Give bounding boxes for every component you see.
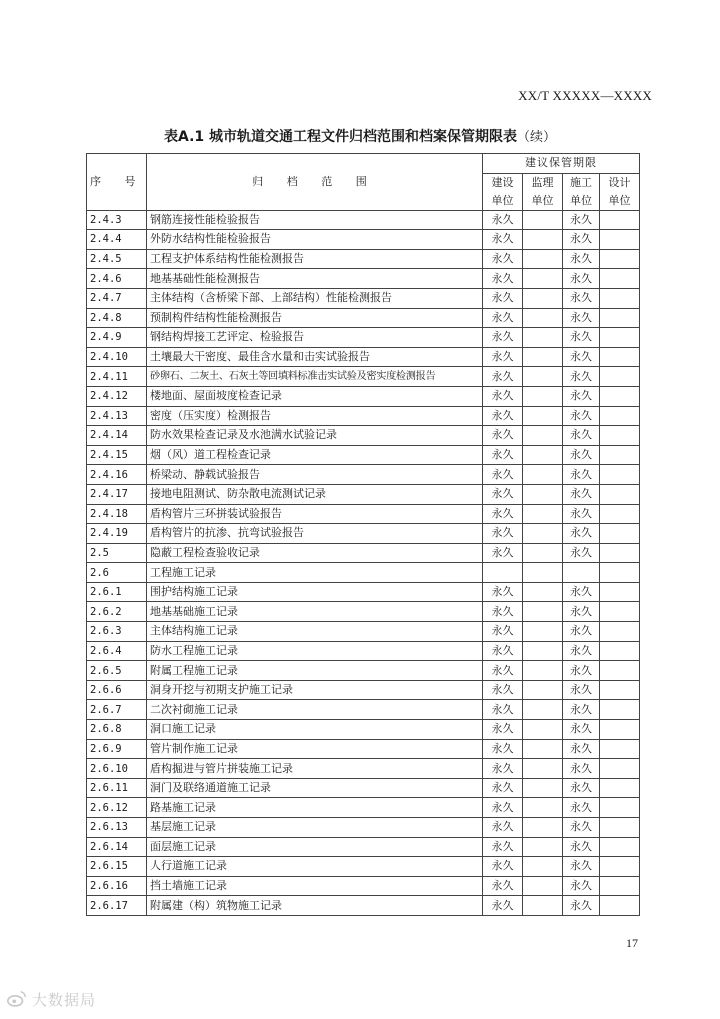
row-seq: 2.4.5 <box>87 249 147 269</box>
table-row <box>87 818 640 838</box>
row-scope: 盾构管片三环拼装试验报告 <box>147 504 483 524</box>
table-row <box>87 876 640 896</box>
row-supervision-unit-period <box>523 739 563 759</box>
row-supervision-unit-period <box>523 484 563 504</box>
row-scope: 土壤最大干密度、最佳含水量和击实试验报告 <box>147 347 483 367</box>
row-design-unit-period <box>600 896 640 916</box>
row-contractor-unit-period: 永久 <box>563 288 600 308</box>
row-design-unit-period <box>600 739 640 759</box>
row-seq: 2.6.4 <box>87 641 147 661</box>
row-supervision-unit-period <box>523 563 563 583</box>
row-scope: 外防水结构性能检验报告 <box>147 230 483 250</box>
row-design-unit-period <box>600 288 640 308</box>
row-scope: 楼地面、屋面坡度检查记录 <box>147 386 483 406</box>
row-design-unit-period <box>600 798 640 818</box>
row-contractor-unit-period: 永久 <box>563 876 600 896</box>
row-seq: 2.5 <box>87 543 147 563</box>
row-construction-unit-period: 永久 <box>483 543 523 563</box>
table-row <box>87 582 640 602</box>
table-row <box>87 426 640 446</box>
row-construction-unit-period: 永久 <box>483 445 523 465</box>
table-row <box>87 406 640 426</box>
row-seq: 2.4.11 <box>87 367 147 387</box>
table-row <box>87 386 640 406</box>
table-row <box>87 210 640 230</box>
row-construction-unit-period: 永久 <box>483 876 523 896</box>
table-row <box>87 641 640 661</box>
table-row <box>87 543 640 563</box>
row-seq: 2.4.7 <box>87 288 147 308</box>
row-design-unit-period <box>600 230 640 250</box>
row-design-unit-period <box>600 484 640 504</box>
row-design-unit-period <box>600 249 640 269</box>
table-row <box>87 896 640 916</box>
row-construction-unit-period: 永久 <box>483 465 523 485</box>
row-design-unit-period <box>600 210 640 230</box>
row-seq: 2.4.3 <box>87 210 147 230</box>
row-supervision-unit-period <box>523 661 563 681</box>
row-seq: 2.4.4 <box>87 230 147 250</box>
row-scope: 管片制作施工记录 <box>147 739 483 759</box>
row-construction-unit-period: 永久 <box>483 798 523 818</box>
row-supervision-unit-period <box>523 367 563 387</box>
table-row <box>87 308 640 328</box>
row-seq: 2.6.11 <box>87 778 147 798</box>
header-design-unit: 设计 单位 <box>600 173 640 210</box>
row-supervision-unit-period <box>523 230 563 250</box>
row-scope: 洞口施工记录 <box>147 720 483 740</box>
row-contractor-unit-period: 永久 <box>563 386 600 406</box>
table-row <box>87 622 640 642</box>
row-contractor-unit-period: 永久 <box>563 210 600 230</box>
row-scope: 烟（风）道工程检查记录 <box>147 445 483 465</box>
row-contractor-unit-period <box>563 563 600 583</box>
table-title-suffix: （续） <box>517 130 557 145</box>
row-scope: 洞身开挖与初期支护施工记录 <box>147 680 483 700</box>
row-contractor-unit-period: 永久 <box>563 896 600 916</box>
row-scope: 工程支护体系结构性能检测报告 <box>147 249 483 269</box>
row-supervision-unit-period <box>523 602 563 622</box>
row-contractor-unit-period: 永久 <box>563 543 600 563</box>
row-supervision-unit-period <box>523 798 563 818</box>
row-seq: 2.4.12 <box>87 386 147 406</box>
row-seq: 2.6.5 <box>87 661 147 681</box>
row-scope: 主体结构施工记录 <box>147 622 483 642</box>
weibo-logo-icon <box>6 988 28 1010</box>
row-construction-unit-period: 永久 <box>483 759 523 779</box>
row-seq: 2.4.16 <box>87 465 147 485</box>
row-design-unit-period <box>600 504 640 524</box>
row-seq: 2.4.15 <box>87 445 147 465</box>
row-scope: 洞门及联络通道施工记录 <box>147 778 483 798</box>
row-contractor-unit-period: 永久 <box>563 720 600 740</box>
row-contractor-unit-period: 永久 <box>563 641 600 661</box>
row-supervision-unit-period <box>523 759 563 779</box>
table-row <box>87 837 640 857</box>
row-design-unit-period <box>600 641 640 661</box>
row-contractor-unit-period: 永久 <box>563 524 600 544</box>
row-scope: 挡土墙施工记录 <box>147 876 483 896</box>
row-design-unit-period <box>600 386 640 406</box>
row-supervision-unit-period <box>523 347 563 367</box>
row-design-unit-period <box>600 837 640 857</box>
row-contractor-unit-period: 永久 <box>563 367 600 387</box>
row-scope: 面层施工记录 <box>147 837 483 857</box>
table-body <box>87 210 640 915</box>
header-contractor-unit: 施工 单位 <box>563 173 600 210</box>
row-design-unit-period <box>600 818 640 838</box>
row-construction-unit-period: 永久 <box>483 622 523 642</box>
table-row <box>87 700 640 720</box>
row-supervision-unit-period <box>523 778 563 798</box>
row-design-unit-period <box>600 465 640 485</box>
row-supervision-unit-period <box>523 818 563 838</box>
row-design-unit-period <box>600 308 640 328</box>
row-scope: 路基施工记录 <box>147 798 483 818</box>
row-scope: 附属建（构）筑物施工记录 <box>147 896 483 916</box>
row-scope: 主体结构（含桥梁下部、上部结构）性能检测报告 <box>147 288 483 308</box>
header-retention-period: 建议保管期限 <box>483 154 640 174</box>
row-construction-unit-period: 永久 <box>483 367 523 387</box>
row-supervision-unit-period <box>523 210 563 230</box>
row-supervision-unit-period <box>523 445 563 465</box>
row-construction-unit-period: 永久 <box>483 641 523 661</box>
row-scope: 砂卵石、二灰土、石灰土等回填料标准击实试验及密实度检测报告 <box>147 367 483 387</box>
row-design-unit-period <box>600 347 640 367</box>
row-construction-unit-period: 永久 <box>483 230 523 250</box>
row-design-unit-period <box>600 328 640 348</box>
row-construction-unit-period: 永久 <box>483 700 523 720</box>
row-design-unit-period <box>600 700 640 720</box>
row-construction-unit-period: 永久 <box>483 720 523 740</box>
row-construction-unit-period: 永久 <box>483 778 523 798</box>
row-scope: 隐蔽工程检查验收记录 <box>147 543 483 563</box>
row-design-unit-period <box>600 445 640 465</box>
row-seq: 2.6.3 <box>87 622 147 642</box>
row-contractor-unit-period: 永久 <box>563 680 600 700</box>
row-seq: 2.6.1 <box>87 582 147 602</box>
row-contractor-unit-period: 永久 <box>563 445 600 465</box>
row-supervision-unit-period <box>523 406 563 426</box>
row-seq: 2.6.2 <box>87 602 147 622</box>
row-construction-unit-period: 永久 <box>483 582 523 602</box>
row-contractor-unit-period: 永久 <box>563 798 600 818</box>
row-contractor-unit-period: 永久 <box>563 622 600 642</box>
table-row <box>87 465 640 485</box>
row-seq: 2.4.18 <box>87 504 147 524</box>
row-construction-unit-period: 永久 <box>483 484 523 504</box>
row-contractor-unit-period: 永久 <box>563 426 600 446</box>
row-contractor-unit-period: 永久 <box>563 602 600 622</box>
row-scope: 二次衬砌施工记录 <box>147 700 483 720</box>
row-seq: 2.4.10 <box>87 347 147 367</box>
row-seq: 2.6.6 <box>87 680 147 700</box>
row-scope: 防水效果检查记录及水池满水试验记录 <box>147 426 483 446</box>
row-construction-unit-period: 永久 <box>483 504 523 524</box>
row-scope: 盾构掘进与管片拼装施工记录 <box>147 759 483 779</box>
row-contractor-unit-period: 永久 <box>563 406 600 426</box>
row-supervision-unit-period <box>523 700 563 720</box>
row-contractor-unit-period: 永久 <box>563 759 600 779</box>
row-scope: 基层施工记录 <box>147 818 483 838</box>
row-contractor-unit-period: 永久 <box>563 661 600 681</box>
row-scope: 工程施工记录 <box>147 563 483 583</box>
table-row <box>87 367 640 387</box>
row-contractor-unit-period: 永久 <box>563 739 600 759</box>
row-contractor-unit-period: 永久 <box>563 347 600 367</box>
row-seq: 2.6.14 <box>87 837 147 857</box>
table-row <box>87 739 640 759</box>
row-supervision-unit-period <box>523 720 563 740</box>
row-construction-unit-period: 永久 <box>483 426 523 446</box>
row-contractor-unit-period: 永久 <box>563 269 600 289</box>
row-contractor-unit-period: 永久 <box>563 465 600 485</box>
row-scope: 人行道施工记录 <box>147 857 483 877</box>
row-construction-unit-period: 永久 <box>483 347 523 367</box>
row-construction-unit-period: 永久 <box>483 857 523 877</box>
watermark <box>6 988 96 1010</box>
watermark-text: 大数据局 <box>32 990 97 1009</box>
row-construction-unit-period: 永久 <box>483 739 523 759</box>
table-row <box>87 680 640 700</box>
row-supervision-unit-period <box>523 288 563 308</box>
row-contractor-unit-period: 永久 <box>563 230 600 250</box>
row-construction-unit-period: 永久 <box>483 837 523 857</box>
row-contractor-unit-period: 永久 <box>563 700 600 720</box>
row-contractor-unit-period: 永久 <box>563 818 600 838</box>
table-row <box>87 563 640 583</box>
table-row <box>87 504 640 524</box>
row-design-unit-period <box>600 602 640 622</box>
row-supervision-unit-period <box>523 857 563 877</box>
header-construction-unit: 建设 单位 <box>483 173 523 210</box>
row-supervision-unit-period <box>523 269 563 289</box>
row-seq: 2.6.15 <box>87 857 147 877</box>
row-design-unit-period <box>600 406 640 426</box>
header-seq: 序 号 <box>87 154 147 211</box>
row-design-unit-period <box>600 582 640 602</box>
row-supervision-unit-period <box>523 837 563 857</box>
row-design-unit-period <box>600 876 640 896</box>
row-contractor-unit-period: 永久 <box>563 484 600 504</box>
row-construction-unit-period: 永久 <box>483 896 523 916</box>
row-seq: 2.4.13 <box>87 406 147 426</box>
row-contractor-unit-period: 永久 <box>563 857 600 877</box>
table-title <box>0 126 720 146</box>
page-number: 17 <box>626 936 638 950</box>
table-row <box>87 484 640 504</box>
row-design-unit-period <box>600 661 640 681</box>
row-supervision-unit-period <box>523 524 563 544</box>
table-row <box>87 249 640 269</box>
row-supervision-unit-period <box>523 328 563 348</box>
row-construction-unit-period: 永久 <box>483 269 523 289</box>
table-row <box>87 661 640 681</box>
row-scope: 地基基础性能检测报告 <box>147 269 483 289</box>
row-construction-unit-period: 永久 <box>483 818 523 838</box>
row-supervision-unit-period <box>523 622 563 642</box>
row-design-unit-period <box>600 759 640 779</box>
table-row <box>87 720 640 740</box>
table-row <box>87 347 640 367</box>
row-seq: 2.6 <box>87 563 147 583</box>
table-row <box>87 230 640 250</box>
row-contractor-unit-period: 永久 <box>563 504 600 524</box>
row-scope: 预制构件结构性能检测报告 <box>147 308 483 328</box>
table-title-main: 表A.1 城市轨道交通工程文件归档范围和档案保管期限表 <box>163 129 517 145</box>
header-scope: 归 档 范 围 <box>147 154 483 211</box>
row-supervision-unit-period <box>523 249 563 269</box>
row-design-unit-period <box>600 524 640 544</box>
row-construction-unit-period: 永久 <box>483 680 523 700</box>
row-scope: 盾构管片的抗渗、抗弯试验报告 <box>147 524 483 544</box>
row-design-unit-period <box>600 543 640 563</box>
row-scope: 桥梁动、静载试验报告 <box>147 465 483 485</box>
row-design-unit-period <box>600 367 640 387</box>
row-supervision-unit-period <box>523 543 563 563</box>
row-contractor-unit-period: 永久 <box>563 328 600 348</box>
row-seq: 2.4.8 <box>87 308 147 328</box>
row-construction-unit-period: 永久 <box>483 524 523 544</box>
row-design-unit-period <box>600 857 640 877</box>
row-supervision-unit-period <box>523 876 563 896</box>
row-construction-unit-period: 永久 <box>483 249 523 269</box>
row-contractor-unit-period: 永久 <box>563 778 600 798</box>
row-design-unit-period <box>600 720 640 740</box>
row-seq: 2.4.14 <box>87 426 147 446</box>
row-scope: 围护结构施工记录 <box>147 582 483 602</box>
row-design-unit-period <box>600 426 640 446</box>
row-construction-unit-period: 永久 <box>483 210 523 230</box>
row-construction-unit-period <box>483 563 523 583</box>
row-contractor-unit-period: 永久 <box>563 249 600 269</box>
row-supervision-unit-period <box>523 680 563 700</box>
row-scope: 附属工程施工记录 <box>147 661 483 681</box>
table-row <box>87 798 640 818</box>
row-supervision-unit-period <box>523 896 563 916</box>
row-design-unit-period <box>600 680 640 700</box>
row-seq: 2.6.8 <box>87 720 147 740</box>
table-row <box>87 778 640 798</box>
row-design-unit-period <box>600 622 640 642</box>
row-scope: 密度（压实度）检测报告 <box>147 406 483 426</box>
row-construction-unit-period: 永久 <box>483 308 523 328</box>
row-scope: 地基基础施工记录 <box>147 602 483 622</box>
row-construction-unit-period: 永久 <box>483 406 523 426</box>
table-row <box>87 328 640 348</box>
row-contractor-unit-period: 永久 <box>563 582 600 602</box>
row-seq: 2.6.10 <box>87 759 147 779</box>
table-row <box>87 602 640 622</box>
row-seq: 2.4.17 <box>87 484 147 504</box>
row-seq: 2.6.12 <box>87 798 147 818</box>
row-scope: 接地电阻测试、防杂散电流测试记录 <box>147 484 483 504</box>
row-seq: 2.4.19 <box>87 524 147 544</box>
row-supervision-unit-period <box>523 641 563 661</box>
row-supervision-unit-period <box>523 426 563 446</box>
row-seq: 2.4.6 <box>87 269 147 289</box>
row-construction-unit-period: 永久 <box>483 328 523 348</box>
table-row <box>87 857 640 877</box>
row-supervision-unit-period <box>523 386 563 406</box>
row-seq: 2.4.9 <box>87 328 147 348</box>
row-seq: 2.6.16 <box>87 876 147 896</box>
header-supervision-unit: 监理 单位 <box>523 173 563 210</box>
row-scope: 钢筋连接性能检验报告 <box>147 210 483 230</box>
row-contractor-unit-period: 永久 <box>563 837 600 857</box>
row-design-unit-period <box>600 778 640 798</box>
row-seq: 2.6.13 <box>87 818 147 838</box>
row-seq: 2.6.17 <box>87 896 147 916</box>
standard-code: XX/T XXXXX—XXXX <box>518 88 652 103</box>
table-row <box>87 288 640 308</box>
row-supervision-unit-period <box>523 582 563 602</box>
table-row <box>87 269 640 289</box>
row-supervision-unit-period <box>523 308 563 328</box>
row-seq: 2.6.7 <box>87 700 147 720</box>
row-construction-unit-period: 永久 <box>483 386 523 406</box>
row-supervision-unit-period <box>523 465 563 485</box>
row-construction-unit-period: 永久 <box>483 288 523 308</box>
row-seq: 2.6.9 <box>87 739 147 759</box>
row-scope: 钢结构焊接工艺评定、检验报告 <box>147 328 483 348</box>
row-construction-unit-period: 永久 <box>483 661 523 681</box>
table-row <box>87 524 640 544</box>
row-scope: 防水工程施工记录 <box>147 641 483 661</box>
archive-retention-table <box>86 153 640 916</box>
row-design-unit-period <box>600 563 640 583</box>
row-supervision-unit-period <box>523 504 563 524</box>
row-design-unit-period <box>600 269 640 289</box>
row-construction-unit-period: 永久 <box>483 602 523 622</box>
table-row <box>87 445 640 465</box>
table-row <box>87 759 640 779</box>
row-contractor-unit-period: 永久 <box>563 308 600 328</box>
